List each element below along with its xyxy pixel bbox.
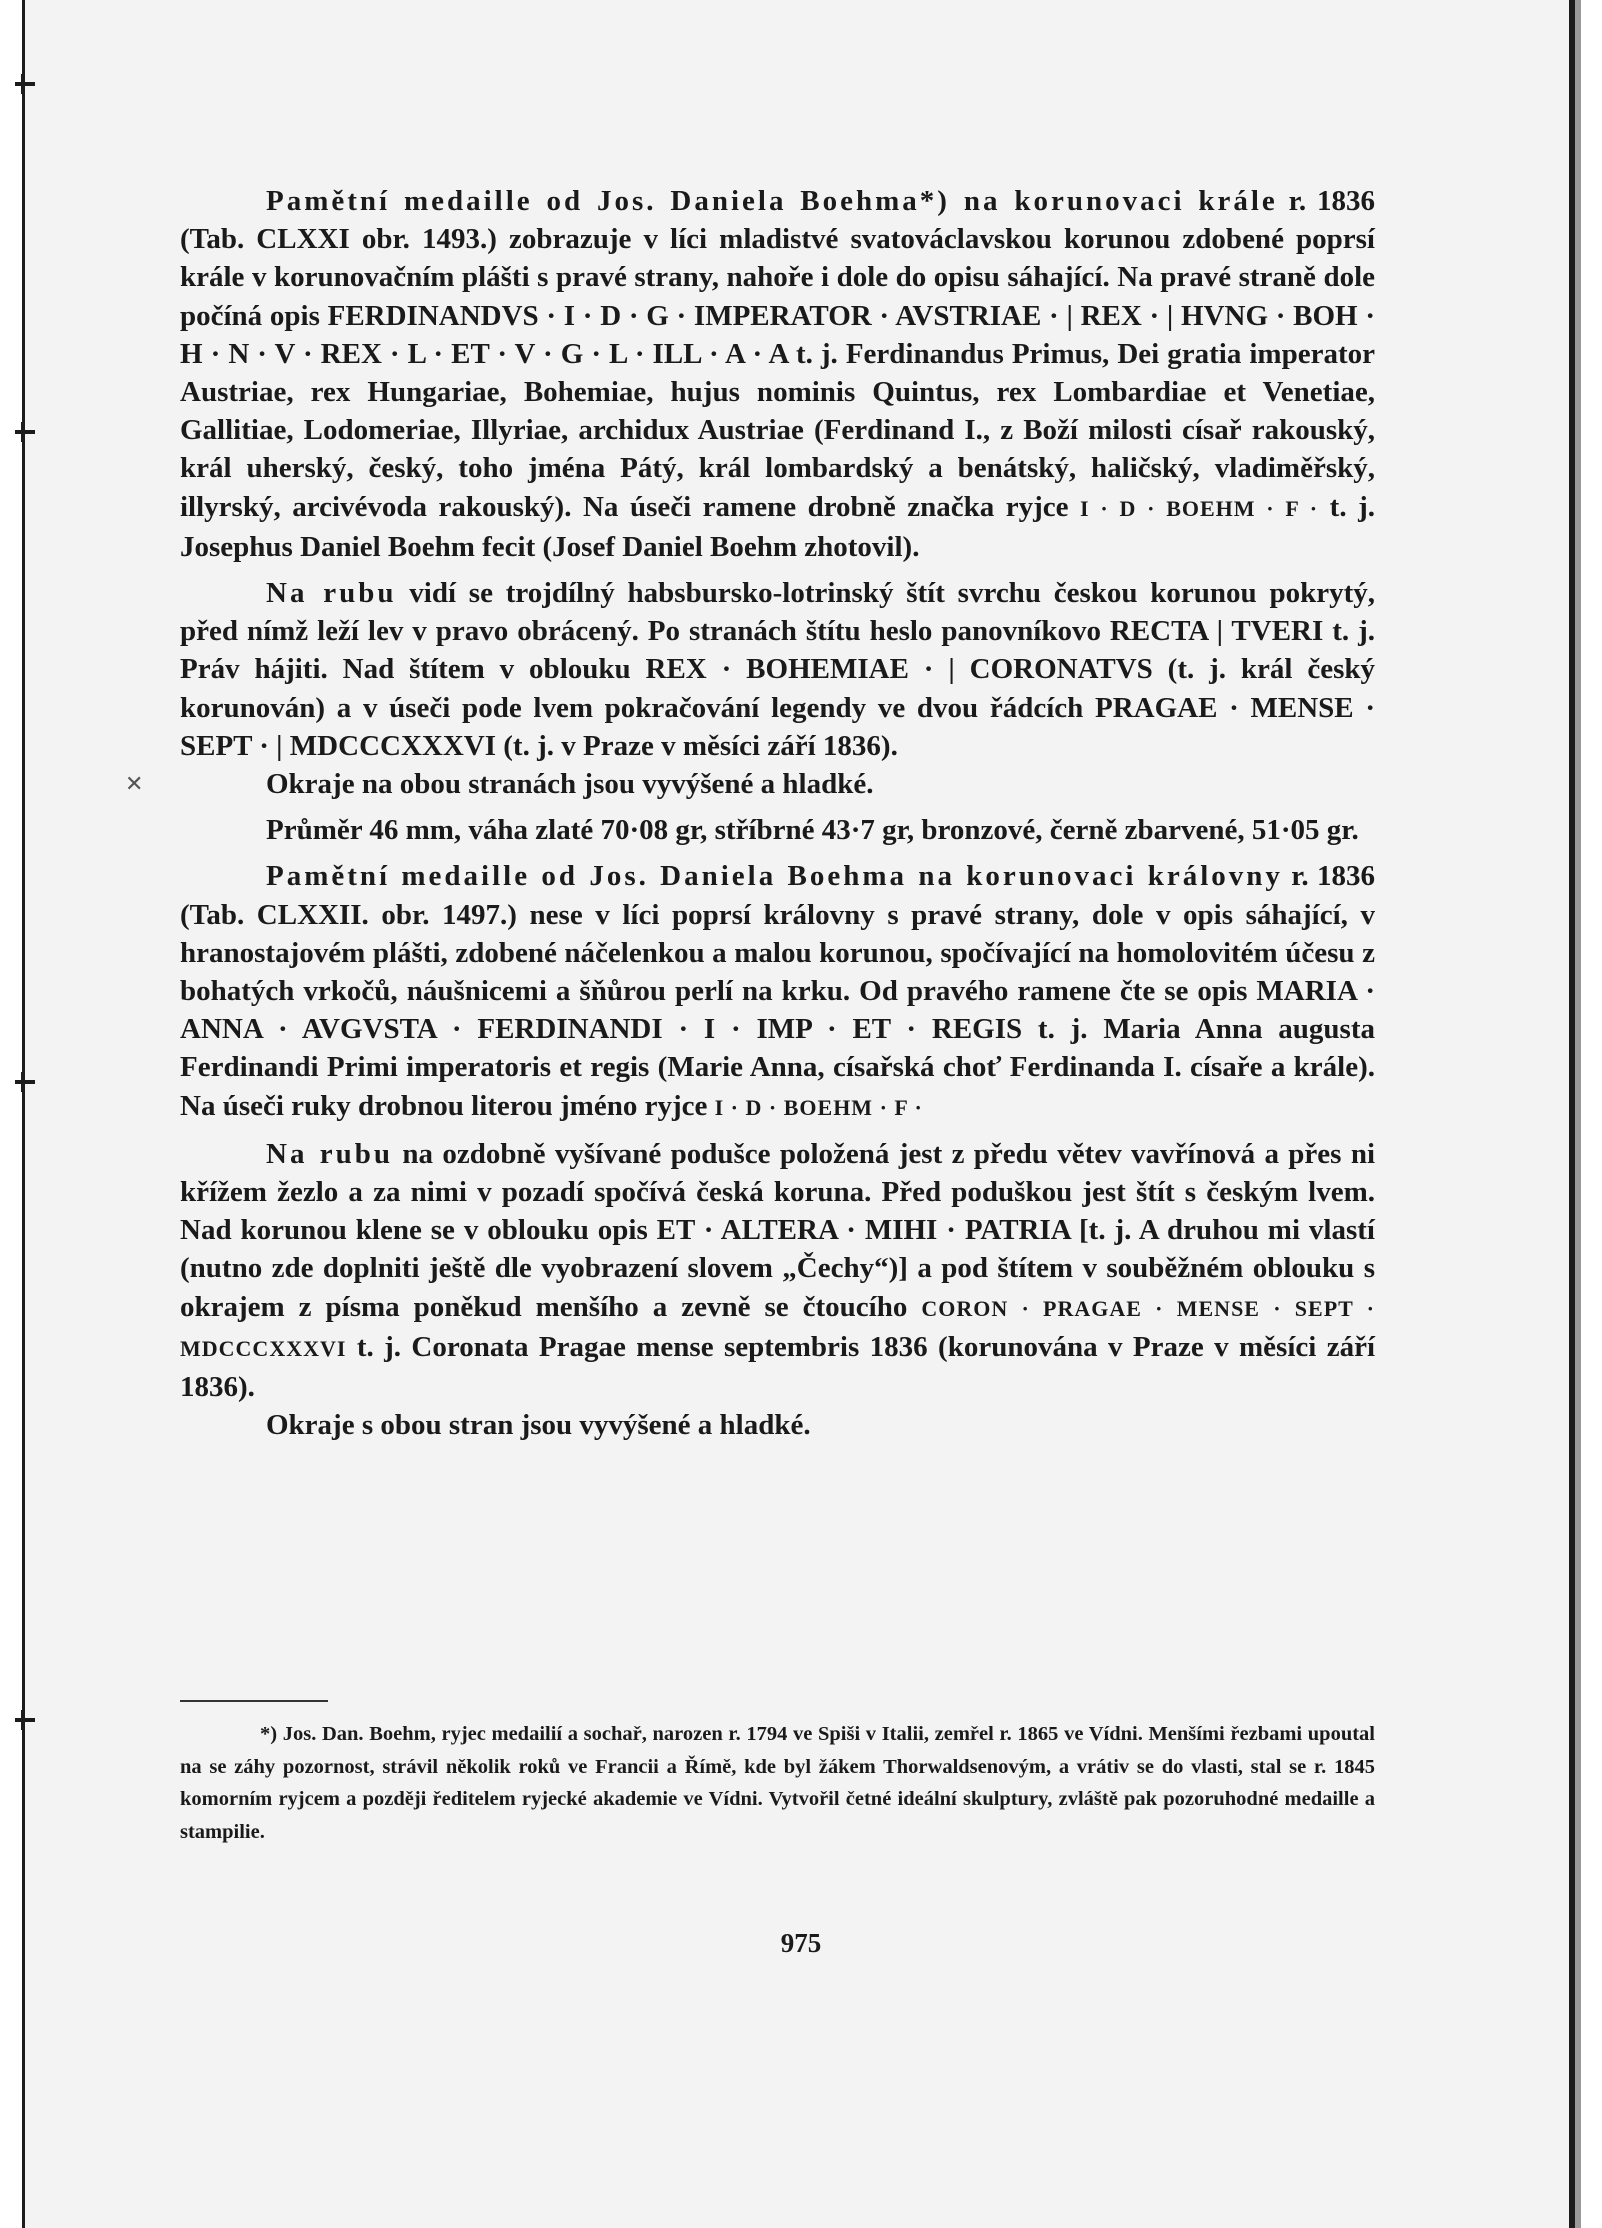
margin-tick	[15, 82, 35, 86]
footnote	[180, 1718, 1375, 1848]
paragraph-lead: Na rubu	[266, 577, 397, 610]
paragraph-text: Průměr 46 mm, váha zlaté 70·08 gr, stříbrné 43·7 gr, bronzové, černě zbarvené, 51·05 gr.	[266, 814, 1359, 847]
paragraph-lead: Pamětní medaille od Jos. Daniela Boehma na korunovaci královny	[266, 860, 1283, 893]
paragraph-queen-reverse	[180, 1135, 1375, 1406]
paragraph-queen-medal	[180, 857, 1375, 1126]
paragraph-measurements	[180, 811, 1375, 849]
paragraph-text: Okraje s obou stran jsou vyvýšené a hladké.	[266, 1409, 811, 1442]
margin-tick	[15, 430, 35, 434]
page-number: 975	[780, 1928, 822, 1958]
margin-tick	[15, 1080, 35, 1084]
paragraph-edges-final	[180, 1406, 1375, 1444]
paragraph-lead: Pamětní medaille od Jos. Daniela Boehma*) na korunovaci krále	[266, 185, 1278, 217]
paragraph-tail: t. j. Coronata Pragae mense septembris 1836 (korunována v Praze v měsíci září 1836).	[180, 1330, 1375, 1404]
footnote-rule	[180, 1700, 328, 1702]
edge-inscription: CORON · PRAGAE · MENSE · SEPT · MDCCCXXXVI	[180, 1295, 1375, 1361]
footnote-text: *) Jos. Dan. Boehm, ryjec medailií a sochař, narozen r. 1794 ve Spiši v Italii, zemřel r. 1865 ve Vídni. Menšími řezbami upoutal na se záhy pozornost, strávil několik roků ve Francii a Římě, kde byl žákem Thorwaldsenovým, a vrátiv se do vlasti, stal se r. 1845 komorním ryjcem a později ředitelem ryjecké akademie ve Vídni. Vytvořil četné ideální skulptury, zvláště pak pozoruhodné medaille a stampilie.	[180, 1723, 1375, 1843]
main-text	[180, 182, 1375, 1445]
paragraph-text: r. 1836 (Tab. CLXXII. obr. 1497.) nese v líci poprsí královny s pravé strany, dole v opis sáhající, v hranostajovém plášti, zdobené náčelenkou a malou korunou, spočívající na homolovitém účesu z bohatých vrkočů, náušnicemi a šňůrou perlí na krku. Od pravého ramene čte se opis MARIA · ANNA · AVGVSTA · FERDINANDI · I · IMP · ET · REGIS t. j. Maria Anna augusta Ferdinandi Primi imperatoris et regis (Marie Anna, císařská choť Ferdinanda I. císaře a krále). Na úseči ruky drobnou literou jméno ryjce	[180, 860, 1375, 1122]
paragraph-lead: Na rubu	[266, 1137, 394, 1170]
paragraph-text: vidí se trojdílný habsbursko-lotrinský štít svrchu českou korunou pokrytý, před nímž leží lev v pravo obrácený. Po stranách štítu heslo panovníkovo RECTA | TVERI t. j. Práv hájiti. Nad štítem v oblouku REX · BOHEMIAE · | CORONATVS (t. j. král český korunován) a v úseči pode lvem pokračování legendy ve dvou řádcích PRAGAE · MENSE · SEPT · | MDCCCXXXVI (t. j. v Praze v měsíci září 1836).	[180, 577, 1375, 762]
paragraph-king-reverse	[180, 574, 1375, 765]
paragraph-king-medal	[180, 182, 1375, 566]
paragraph-edges	[180, 765, 1375, 803]
paragraph-tail: t. j. Josephus Daniel Boehm fecit (Josef Daniel Boehm zhotovil).	[180, 490, 1375, 563]
stray-mark: ✕	[125, 772, 144, 797]
paragraph-text: Okraje na obou stranách jsou vyvýšené a hladké.	[266, 768, 874, 801]
margin-tick	[15, 1718, 35, 1722]
paragraph-text: na ozdobně vyšívané podušce položená jest z předu větev vavřínová a přes ni křížem žezlo a za nimi v pozadí spočívá česká koruna. Před poduškou jest štít s českým lvem. Nad korunou klene se v oblouku opis ET · ALTERA · MIHI · PATRIA [t. j. A druhou mi vlastí (nutno zde doplniti ještě dle vyobrazení slovem „Čechy“)] a pod štítem v souběžném oblouku s okrajem z písma poněkud menšího a zevně se čtoucího	[180, 1137, 1376, 1323]
engraver-mark: I · D · BOEHM · F ·	[1080, 495, 1319, 521]
engraver-mark: I · D · BOEHM · F ·	[714, 1094, 923, 1120]
paragraph-text: r. 1836 (Tab. CLXXI obr. 1493.) zobrazuje v líci mladistvé svatováclavskou korunou zdobené poprsí krále v korunovačním plášti s pravé strany, nahoře i dole do opisu sáhající. Na pravé straně dole počíná opis FERDINANDVS · I · D · G · IMPERATOR · AVSTRIAE · | REX · | HVNG · BOH · H · N · V · REX · L · ET · V · G · L · ILL · A · A t. j. Ferdinandus Primus, Dei gratia imperator Austriae, rex Hungariae, Bohemiae, hujus nominis Quintus, rex Lombardiae et Venetiae, Gallitiae, Lodomeriae, Illyriae, archidux Austriae (Ferdinand I., z Boží milosti císař rakouský, král uherský, český, toho jména Pátý, král lombardský a benátský, haličský, vladiměřský, illyrský, arcivévoda rakouský). Na úseči ramene drobně značka ryjce	[180, 185, 1375, 523]
